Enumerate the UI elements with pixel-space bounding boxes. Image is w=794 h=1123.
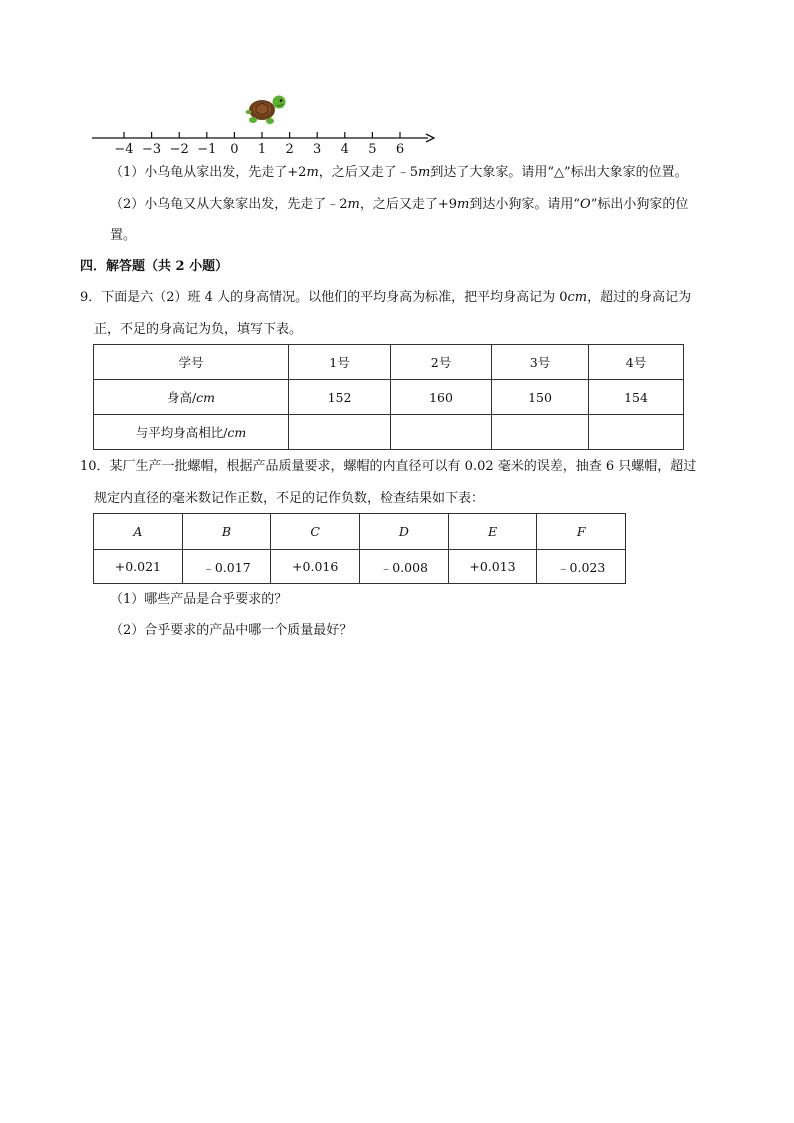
table-row (94, 415, 684, 450)
table-cell: 154 (589, 380, 684, 415)
unit-m: m (306, 165, 319, 180)
unit-cm: cm (227, 425, 247, 440)
row-label-compare (94, 415, 289, 450)
q9-line2: 正，不足的身高记为负，填写下表。 (94, 322, 303, 337)
table-row (94, 514, 626, 550)
unit-m: m (457, 197, 470, 212)
number-line-label: 6 (395, 142, 405, 154)
table-cell: 152 (289, 380, 391, 415)
table-header-cell: 学号 (94, 345, 289, 380)
table-cell: +0.013 (448, 550, 537, 584)
row-label-text: 身高/ (166, 390, 197, 405)
answer-cell[interactable] (289, 415, 391, 450)
q8-p2-suffix2: ”标出小狗家的位 (590, 197, 689, 212)
q8-p2-mid: ，之后又走了+9 (359, 197, 458, 212)
table-cell: ﹣0.023 (537, 550, 626, 584)
number-line-label: 4 (340, 142, 349, 154)
table-row (94, 345, 684, 380)
table-header-cell: A (94, 514, 183, 550)
circle-symbol: O (580, 197, 591, 212)
q9-line1-tail: ，超过的身高记为 (587, 290, 692, 305)
q8-part2-cont: 置。 (110, 228, 137, 243)
q8-p1-mid: ，之后又走了﹣5 (318, 165, 419, 180)
q10-sub1: （1）哪些产品是合乎要求的？ (110, 592, 288, 607)
number-line-label: 5 (368, 142, 377, 154)
table-header-cell: 1号 (289, 345, 391, 380)
nut-table (93, 513, 626, 584)
table-header-cell: B (182, 514, 271, 550)
q8-p1-suffix: 到达了大象家。请用“△”标出大象家的位置。 (430, 165, 688, 180)
table-header-cell: C (271, 514, 360, 550)
q8-part2 (110, 196, 688, 214)
q10-line1: 10．某厂生产一批螺帽，根据产品质量要求，螺帽的内直径可以有 0.02 毫米的误差，抽查 6 只螺帽，超过 (80, 459, 697, 474)
table-cell: +0.016 (271, 550, 360, 584)
q8-p2-suffix: 到达小狗家。请用“ (469, 197, 581, 212)
table-cell: ﹣0.008 (360, 550, 449, 584)
q8-p1-prefix: （1）小乌龟从家出发，先走了+2 (110, 165, 307, 180)
number-line-label: 1 (257, 142, 267, 154)
table-header-cell: D (360, 514, 449, 550)
table-header-cell: 2号 (391, 345, 492, 380)
number-line-label: −4 (114, 142, 134, 154)
number-line-label: 2 (285, 142, 294, 154)
table-cell: +0.021 (94, 550, 183, 584)
row-label-text: 与平均身高相比/ (135, 425, 228, 440)
table-header-cell: E (448, 514, 537, 550)
unit-cm: cm (567, 290, 588, 305)
number-line-label: −3 (142, 142, 162, 154)
q9-line1 (80, 289, 691, 307)
table-header-cell: 4号 (589, 345, 684, 380)
table-header-cell: 3号 (492, 345, 589, 380)
table-header-cell: F (537, 514, 626, 550)
row-label-height (94, 380, 289, 415)
unit-cm: cm (196, 390, 216, 405)
number-line-label: −2 (169, 142, 189, 154)
answer-cell[interactable] (589, 415, 684, 450)
unit-m: m (347, 197, 360, 212)
answer-cell[interactable] (492, 415, 589, 450)
turtle-icon (246, 96, 286, 125)
unit-m: m (418, 165, 431, 180)
answer-cell[interactable] (391, 415, 492, 450)
number-line-label: 0 (230, 142, 239, 154)
number-line-label: −1 (197, 142, 217, 154)
table-row (94, 380, 684, 415)
table-cell: 160 (391, 380, 492, 415)
q10-sub2: （2）合乎要求的产品中哪一个质量最好？ (110, 623, 353, 638)
table-row (94, 550, 626, 584)
section-title: 四．解答题（共 2 小题） (80, 259, 229, 274)
q8-part1 (110, 164, 688, 182)
table-cell: ﹣0.017 (182, 550, 271, 584)
table-cell: 150 (492, 380, 589, 415)
q8-p2-prefix: （2）小乌龟又从大象家出发，先走了﹣2 (110, 197, 348, 212)
number-line (88, 92, 438, 154)
q9-line1-text: 9．下面是六（2）班 4 人的身高情况。以他们的平均身高为标准，把平均身高记为 0 (80, 290, 568, 305)
height-table (93, 344, 684, 450)
q10-line2: 规定内直径的毫米数记作正数，不足的记作负数，检查结果如下表： (94, 491, 485, 506)
number-line-label: 3 (313, 142, 322, 154)
